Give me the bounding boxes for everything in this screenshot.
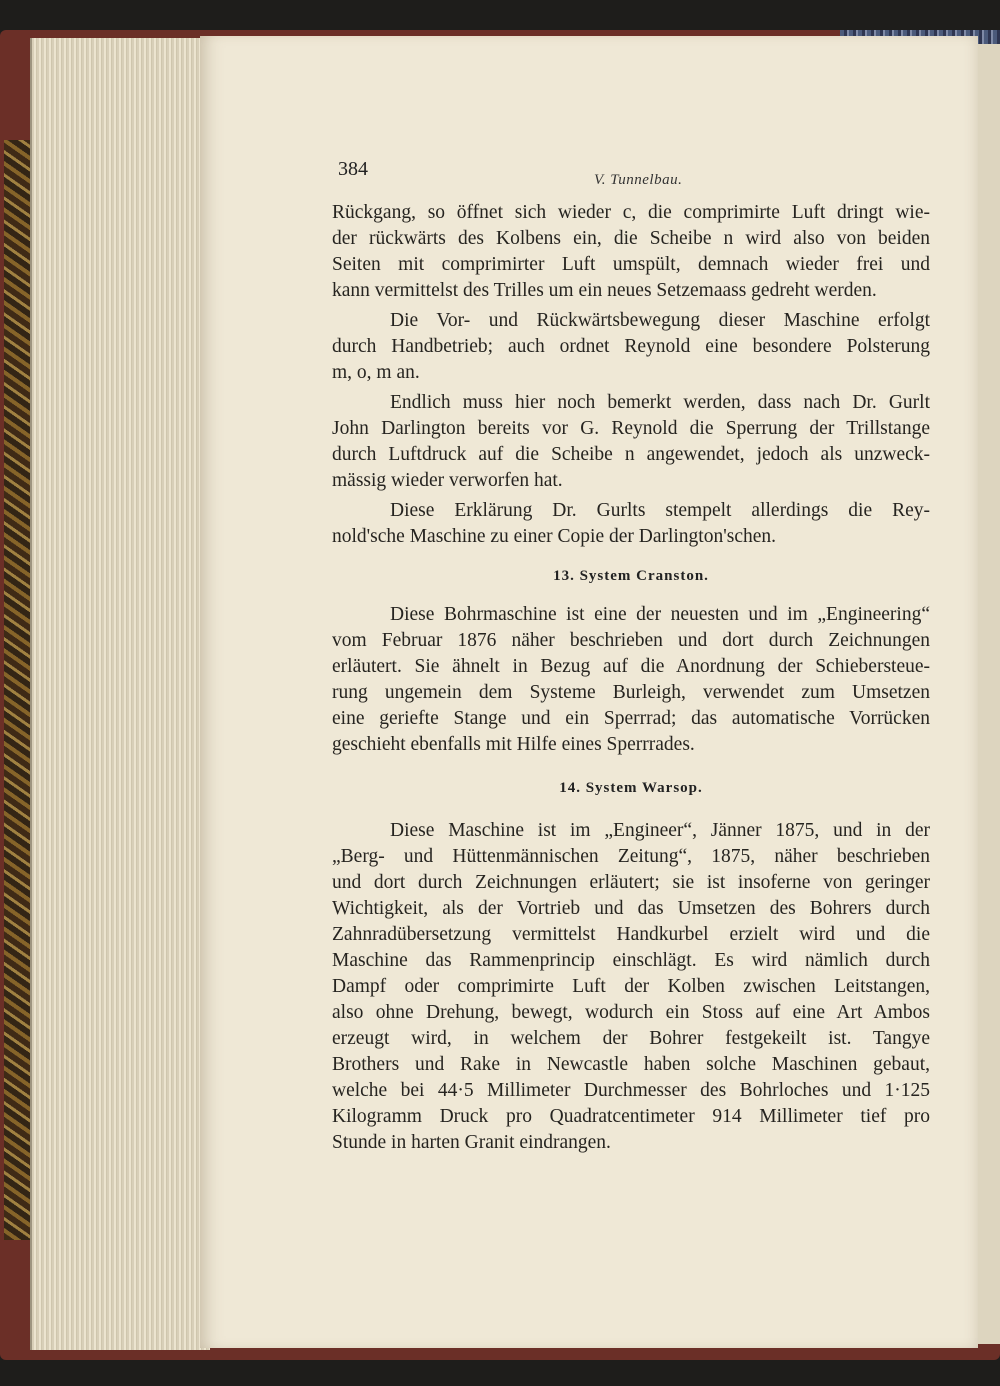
text-line: also ohne Drehung, bewegt, wodurch ein Stoss auf eine Art Ambos (332, 1002, 930, 1023)
paragraph (332, 200, 930, 304)
text-line: Diese Bohrmaschine ist eine der neuesten und im „Engineering“ (390, 604, 930, 625)
text-line: Zahnradübersetzung vermittelst Handkurbel erzielt wird und die (332, 924, 930, 945)
text-line: Brothers und Rake in Newcastle haben solche Maschinen gebaut, (332, 1054, 930, 1075)
section-heading: 13. System Cranston. (553, 568, 709, 584)
text-line: erläutert. Sie ähnelt in Bezug auf die Anordnung der Schiebersteue- (332, 656, 930, 677)
text-line: durch Luftdruck auf die Scheibe n angewendet, jedoch als unzweck- (332, 444, 930, 465)
text-line: Maschine das Rammenprincip einschlägt. Es wird nämlich durch (332, 950, 930, 971)
text-line: kann vermittelst des Trilles um ein neues Setzemaass gedreht werden. (332, 280, 877, 301)
text-line: Wichtigkeit, als der Vortrieb und das Umsetzen des Bohrers durch (332, 898, 930, 919)
paragraph (332, 602, 930, 758)
text-line: erzeugt wird, in welchem der Bohrer festgekeilt ist. Tangye (332, 1028, 930, 1049)
text-line: Seiten mit comprimirter Luft umspült, demnach wieder frei und (332, 254, 930, 275)
page-number: 384 (338, 158, 368, 180)
paragraph (332, 818, 930, 1156)
text-line: geschieht ebenfalls mit Hilfe eines Sperrrades. (332, 734, 695, 755)
section-heading: 14. System Warsop. (559, 780, 703, 796)
text-line: Diese Maschine ist im „Engineer“, Jänner 1875, und in der (390, 820, 930, 841)
page-stack-edge (30, 38, 210, 1350)
text-line: und dort durch Zeichnungen erläutert; sie ist insoferne von geringer (332, 872, 930, 893)
running-title: V. Tunnelbau. (594, 172, 683, 188)
text-line: Stunde in harten Granit eindrangen. (332, 1132, 611, 1153)
page-text (332, 200, 930, 1156)
text-line: John Darlington bereits vor G. Reynold die Sperrung der Trillstange (332, 418, 930, 439)
text-line: eine geriefte Stange und ein Sperrrad; das automatische Vorrücken (332, 708, 930, 729)
text-line: Die Vor- und Rückwärtsbewegung dieser Maschine erfolgt (390, 310, 930, 331)
text-line: welche bei 44·5 Millimeter Durchmesser des Bohrloches und 1·125 (332, 1080, 930, 1101)
text-line: rung ungemein dem Systeme Burleigh, verwendet zum Umsetzen (332, 682, 930, 703)
text-line: Rückgang, so öffnet sich wieder c, die comprimirte Luft dringt wie- (332, 202, 930, 223)
paragraph (332, 498, 930, 550)
paragraph (332, 390, 930, 494)
text-line: Endlich muss hier noch bemerkt werden, dass nach Dr. Gurlt (390, 392, 930, 413)
text-line: der rückwärts des Kolbens ein, die Scheibe n wird also von beiden (332, 228, 930, 249)
text-line: Kilogramm Druck pro Quadratcentimeter 914 Millimeter tief pro (332, 1106, 930, 1127)
text-line: mässig wieder verworfen hat. (332, 470, 563, 491)
text-line: „Berg- und Hüttenmännischen Zeitung“, 1875, näher beschrieben (332, 846, 930, 867)
text-line: m, o, m an. (332, 362, 420, 383)
text-line: nold'sche Maschine zu einer Copie der Darlington'schen. (332, 526, 777, 547)
text-line: Diese Erklärung Dr. Gurlts stempelt allerdings die Rey- (390, 500, 930, 521)
text-line: durch Handbetrieb; auch ordnet Reynold eine besondere Polsterung (332, 336, 930, 357)
text-line: Dampf oder comprimirte Luft der Kolben zwischen Leitstangen, (332, 976, 930, 997)
text-line: vom Februar 1876 näher beschrieben und dort durch Zeichnungen (332, 630, 930, 651)
paragraph (332, 308, 930, 386)
